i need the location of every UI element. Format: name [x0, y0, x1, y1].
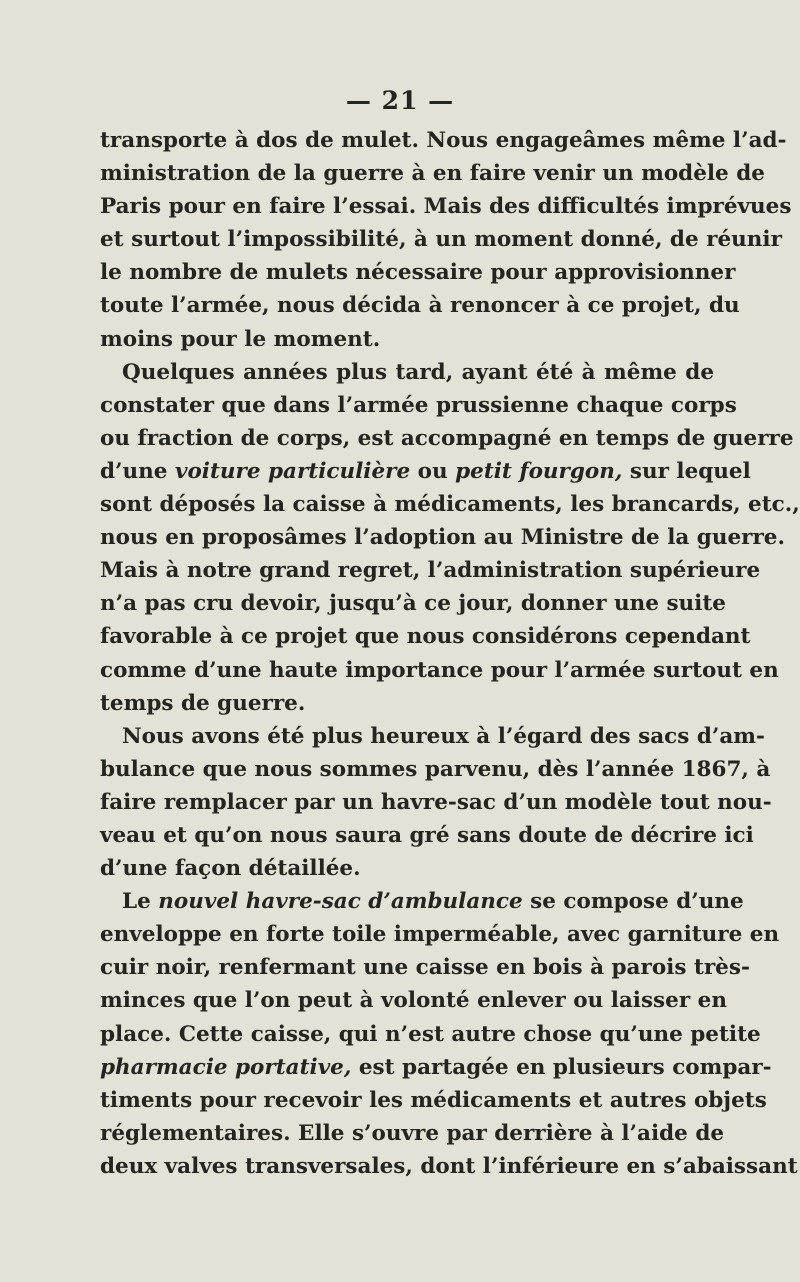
- text-run: se compose d’une: [522, 889, 744, 915]
- text-line: [100, 620, 751, 653]
- text-line: [100, 521, 785, 554]
- text-line: [100, 455, 751, 488]
- text-line: [100, 720, 765, 753]
- paragraph: [100, 720, 772, 885]
- text-line: [100, 786, 772, 819]
- italic-text: pharmacie portative,: [100, 1054, 352, 1080]
- text-run: ou fraction de corps, est accompagné en temps de guerre: [100, 425, 794, 451]
- italic-text: voiture particulière: [174, 458, 411, 484]
- text-run: sont déposés la caisse à médicaments, les brancards, etc.,: [100, 492, 800, 518]
- text-run: veau et qu’on nous saura gré sans doute de décrire ici: [100, 822, 754, 848]
- text-run: cuir noir, renfermant une caisse en bois à parois très-: [100, 955, 750, 981]
- text-line: [100, 554, 761, 587]
- text-line: [100, 389, 737, 422]
- text-run: enveloppe en forte toile imperméable, avec garniture en: [100, 922, 780, 948]
- text-run: Le: [122, 889, 159, 915]
- text-line: [100, 1018, 761, 1051]
- text-line: [100, 984, 727, 1017]
- paragraph: [100, 124, 792, 356]
- text-run: minces que l’on peut à volonté enlever ou laisser en: [100, 988, 727, 1014]
- text-run: temps de guerre.: [100, 690, 306, 716]
- text-run: sur lequel: [622, 458, 751, 484]
- text-line: [100, 1150, 798, 1183]
- text-run: Nous avons été plus heureux à l’égard des sacs d’am-: [122, 723, 765, 749]
- text-run: faire remplacer par un havre-sac d’un modèle tout nou-: [100, 789, 772, 815]
- text-line: [100, 289, 740, 322]
- text-run: timents pour recevoir les médicaments et autres objets: [100, 1087, 767, 1113]
- text-run: réglementaires. Elle s’ouvre par derrière à l’aide de: [100, 1120, 725, 1146]
- text-line: [100, 753, 771, 786]
- text-line: [100, 256, 736, 289]
- text-run: constater que dans l’armée prussienne chaque corps: [100, 392, 737, 418]
- text-run: ou: [410, 458, 456, 484]
- text-run: deux valves transversales, dont l’inférieure en s’abaissant: [100, 1153, 798, 1179]
- text-run: Mais à notre grand regret, l’administration supérieure: [100, 558, 761, 584]
- text-run: moins pour le moment.: [100, 326, 381, 352]
- text-run: toute l’armée, nous décida à renoncer à ce projet, du: [100, 293, 740, 319]
- text-line: [100, 356, 714, 389]
- text-line: [100, 1117, 725, 1150]
- page-number: — 21 —: [345, 86, 455, 115]
- text-run: favorable à ce projet que nous considérons cependant: [100, 624, 751, 650]
- text-line: [100, 124, 787, 157]
- italic-text: nouvel havre-sac d’ambulance: [158, 889, 523, 915]
- italic-text: petit fourgon,: [455, 458, 623, 484]
- text-run: bulance que nous sommes parvenu, dès l’année 1867, à: [100, 756, 771, 782]
- text-line: [100, 819, 754, 852]
- text-line: [100, 323, 714, 356]
- text-line: [100, 488, 800, 521]
- text-run: d’une: [100, 458, 175, 484]
- text-line: [100, 1084, 767, 1117]
- text-run: Quelques années plus tard, ayant été à même de: [122, 359, 714, 385]
- text-run: n’a pas cru devoir, jusqu’à ce jour, donner une suite: [100, 591, 726, 617]
- text-run: le nombre de mulets nécessaire pour approvisionner: [100, 260, 736, 286]
- text-line: [100, 951, 750, 984]
- text-line: [100, 223, 782, 256]
- text-line: [100, 654, 779, 687]
- text-run: place. Cette caisse, qui n’est autre chose qu’une petite: [100, 1021, 761, 1047]
- text-line: [100, 422, 794, 455]
- text-run: ministration de la guerre à en faire venir un modèle de: [100, 161, 765, 187]
- text-line: [100, 918, 780, 951]
- text-run: transporte à dos de mulet. Nous engageâmes même l’ad-: [100, 128, 787, 153]
- text-line: [100, 587, 726, 620]
- text-line: [100, 157, 765, 190]
- text-run: comme d’une haute importance pour l’armée surtout en: [100, 657, 779, 683]
- paragraph: [100, 885, 798, 1183]
- text-run: est partagée en plusieurs compar-: [351, 1054, 772, 1080]
- text-run: nous en proposâmes l’adoption au Ministre de la guerre.: [100, 525, 785, 551]
- text-run: d’une façon détaillée.: [100, 856, 361, 882]
- text-line: [100, 1051, 772, 1084]
- text-line: [100, 885, 744, 918]
- paragraph: [100, 356, 800, 720]
- text-line: [100, 852, 714, 885]
- body-text: [100, 124, 800, 1183]
- text-line: [100, 687, 714, 720]
- text-run: Paris pour en faire l’essai. Mais des difficultés imprévues: [100, 194, 792, 220]
- text-run: et surtout l’impossibilité, à un moment donné, de réunir: [100, 227, 782, 253]
- text-line: [100, 190, 792, 223]
